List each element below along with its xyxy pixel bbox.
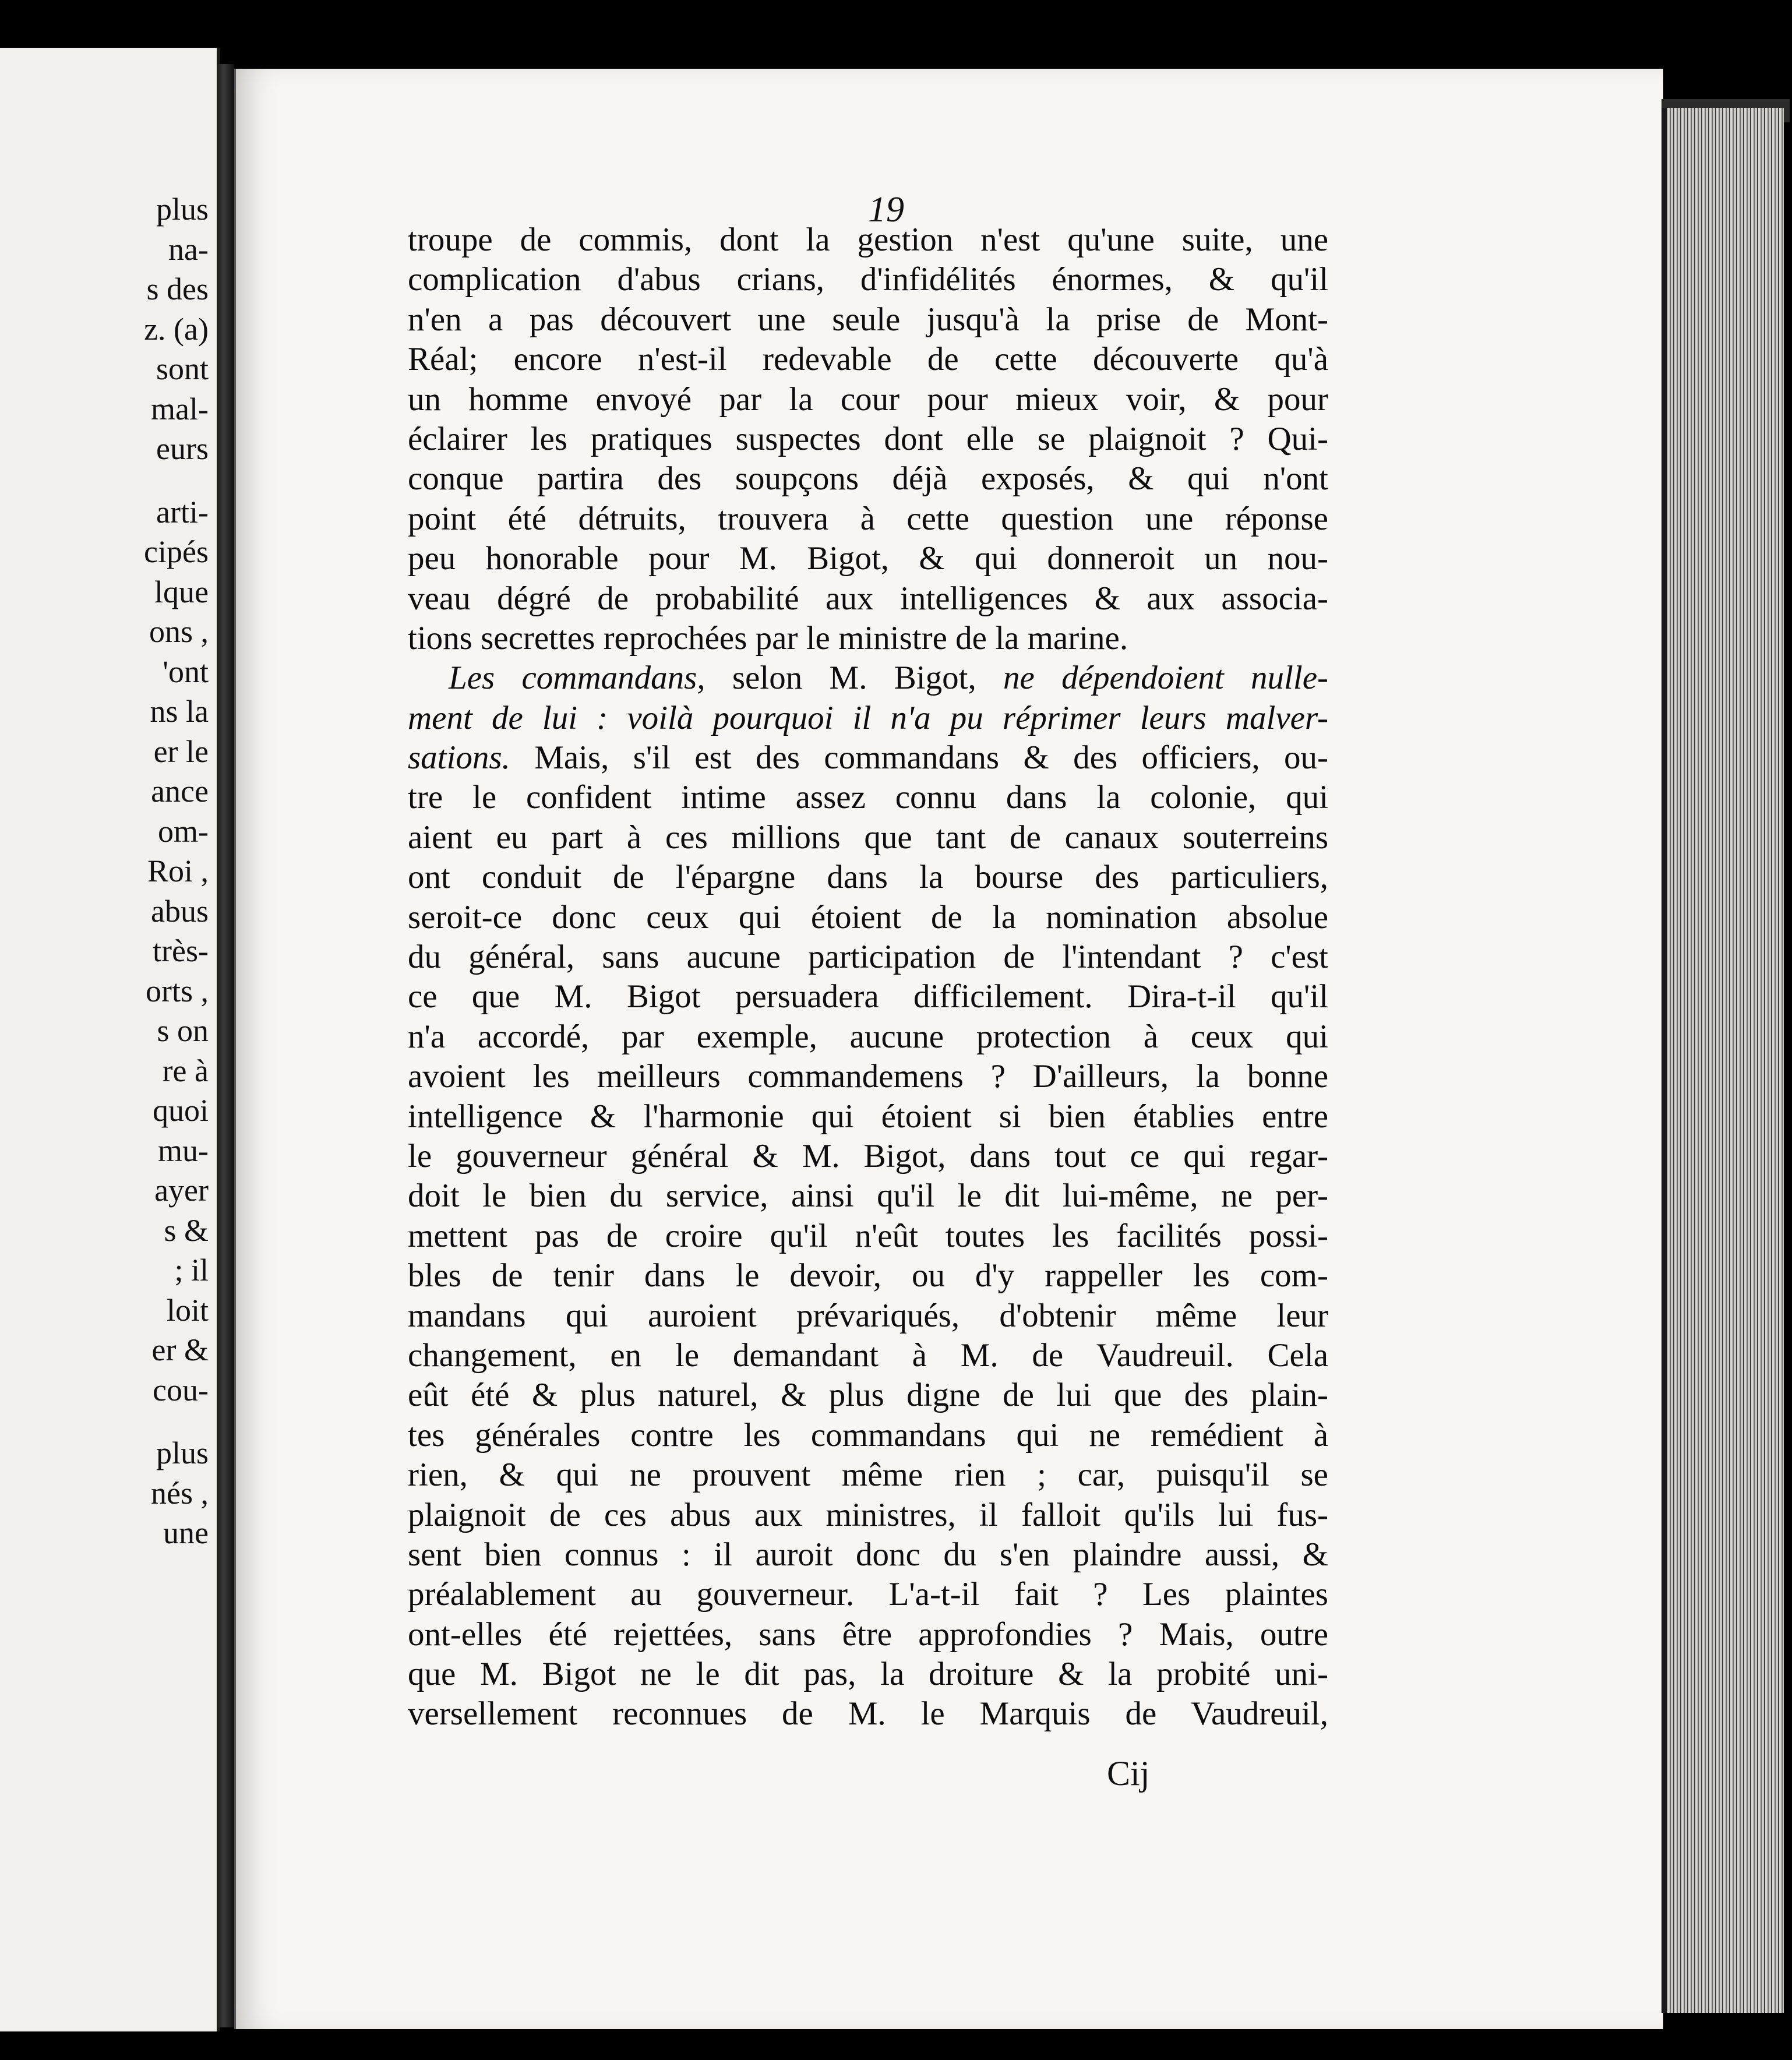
text-line: un homme envoyé par la cour pour mieux voir, & pour — [408, 380, 1328, 418]
text-line: seroit-ce donc ceux qui étoient de la nomination absolue — [408, 898, 1328, 936]
left-page-fragment: arti- — [156, 494, 209, 530]
text-line: veau dégré de probabilité aux intelligences & aux associa- — [408, 580, 1328, 617]
text-line: mettent pas de croire qu'il n'eût toutes les facilités possi- — [408, 1217, 1328, 1254]
text-line: tions secrettes reprochées par le ministre de la marine. — [408, 619, 1128, 657]
text-line: complication d'abus crians, d'infidélités énormes, & qu'il — [408, 261, 1328, 298]
left-page-fragment: er le — [153, 733, 209, 769]
text-line: le gouverneur général & M. Bigot, dans tout ce qui regar- — [408, 1137, 1328, 1174]
text-line: conque partira des soupçons déjà exposés, & qui n'ont — [408, 460, 1328, 498]
text-line: avoient les meilleurs commandemens ? D'ailleurs, la bonne — [408, 1058, 1328, 1095]
italic-phrase: ne dépendoient nulle- — [1003, 659, 1328, 697]
left-page-fragment: cou- — [153, 1372, 209, 1408]
left-page-fragment: nés , — [151, 1475, 209, 1511]
text-line: bles de tenir dans le devoir, ou d'y rappeller les com- — [408, 1257, 1328, 1294]
text-line: doit le bien du service, ainsi qu'il le dit lui-même, ne per- — [408, 1177, 1328, 1215]
text-line: préalablement au gouverneur. L'a-t-il fait ? Les plaintes — [408, 1576, 1328, 1613]
text-line: que M. Bigot ne le dit pas, la droiture & la probité uni- — [408, 1656, 1328, 1693]
italic-line: ment de lui : voilà pourquoi il n'a pu réprimer leurs malver- — [408, 699, 1328, 736]
left-facing-page — [0, 48, 220, 2031]
text-line: ont-elles été rejettées, sans être approfondies ? Mais, outre — [408, 1615, 1328, 1653]
left-page-fragment: er & — [151, 1332, 209, 1367]
text-line: ce que M. Bigot persuadera difficilement. Dira-t-il qu'il — [408, 978, 1328, 1015]
text-line: plaignoit de ces abus aux ministres, il falloit qu'ils lui fus- — [408, 1496, 1328, 1533]
text-line: sent bien connus : il auroit donc du s'en plaindre aussi, & — [408, 1536, 1328, 1573]
left-page-fragment: abus — [151, 893, 209, 929]
left-page-fragment: ayer — [154, 1173, 209, 1208]
text-line: aient eu part à ces millions que tant de canaux souterreins — [408, 819, 1328, 856]
book-gutter — [217, 64, 234, 2027]
text-line — [408, 738, 1328, 778]
left-page-fragment: s & — [164, 1212, 209, 1248]
text-line: rien, & qui ne prouvent même rien ; car, puisqu'il se — [408, 1456, 1328, 1494]
left-page-fragment: ; il — [174, 1253, 209, 1288]
text-line: changement, en le demandant à M. de Vaudreuil. Cela — [408, 1336, 1328, 1374]
page-number: 19 — [868, 190, 904, 230]
text-line: tre le confident intime assez connu dans la colonie, qui — [408, 779, 1328, 816]
roman-phrase: Mais, s'il est des commandans & des officiers, ou- — [510, 739, 1328, 777]
text-line: n'a accordé, par exemple, aucune protection à ceux qui — [408, 1018, 1328, 1055]
text-line: Réal; encore n'est-il redevable de cette découverte qu'à — [408, 341, 1328, 378]
left-page-fragment: plus — [156, 192, 209, 227]
page-body — [408, 220, 1328, 1734]
italic-phrase: sations. — [408, 739, 510, 777]
text-line: du général, sans aucune participation de l'intendant ? c'est — [408, 939, 1328, 976]
left-page-fragment: quoi — [152, 1093, 209, 1128]
left-page-fragment: très- — [153, 933, 209, 968]
text-line: point été détruits, trouvera à cette question une réponse — [408, 500, 1328, 537]
left-page-fragment: om- — [158, 813, 209, 849]
left-page-fragment: 'ont — [163, 654, 209, 689]
left-page-fragment: une — [163, 1515, 209, 1550]
left-page-fragment: na- — [168, 231, 209, 267]
text-line: versellement reconnues de M. le Marquis de Vaudreuil, — [408, 1695, 1328, 1733]
text-line: tes générales contre les commandans qui ne remédient à — [408, 1416, 1328, 1454]
text-line: peu honorable pour M. Bigot, & qui donneroit un nou- — [408, 540, 1328, 577]
left-page-fragment: z. (a) — [144, 311, 209, 347]
left-page-fragment: orts , — [146, 973, 209, 1008]
text-line: troupe de commis, dont la gestion n'est qu'une suite, une — [408, 221, 1328, 258]
left-page-fragment: eurs — [156, 431, 209, 466]
left-page-fragment: mal- — [151, 391, 209, 426]
left-page-fragment: lque — [154, 574, 209, 609]
left-page-fragment: ns la — [150, 694, 209, 729]
left-page-fragment: ance — [151, 774, 209, 809]
left-page-fragment: Roi , — [147, 853, 209, 888]
left-page-fragment: cipés — [144, 534, 209, 569]
left-page-fragment: s on — [157, 1013, 209, 1048]
signature-mark: Cij — [1107, 1754, 1150, 1793]
left-page-fragment: sont — [156, 351, 209, 386]
italic-phrase: Les commandans, — [449, 659, 705, 697]
left-page-fragment: ons , — [149, 614, 209, 649]
left-page-fragment: mu- — [158, 1133, 209, 1168]
left-page-fragment: plus — [156, 1435, 209, 1470]
left-page-fragment: loit — [166, 1292, 209, 1328]
text-line: ont conduit de l'épargne dans la bourse des particuliers, — [408, 859, 1328, 896]
text-line: intelligence & l'harmonie qui étoient si bien établies entre — [408, 1098, 1328, 1135]
text-line: mandans qui auroient prévariqués, d'obtenir même leur — [408, 1297, 1328, 1334]
text-line: n'en a pas découvert une seule jusqu'à la prise de Mont- — [408, 301, 1328, 338]
left-page-fragment: s des — [146, 271, 209, 306]
roman-phrase: selon M. Bigot, — [705, 659, 1004, 697]
text-line: éclairer les pratiques suspectes dont elle se plaignoit ? Qui- — [408, 420, 1328, 457]
text-line: eût été & plus naturel, & plus digne de lui que des plain- — [408, 1377, 1328, 1414]
left-page-fragment: re à — [162, 1053, 209, 1088]
paragraph-start-line — [408, 658, 1328, 698]
page-block-edge — [1662, 108, 1784, 2013]
